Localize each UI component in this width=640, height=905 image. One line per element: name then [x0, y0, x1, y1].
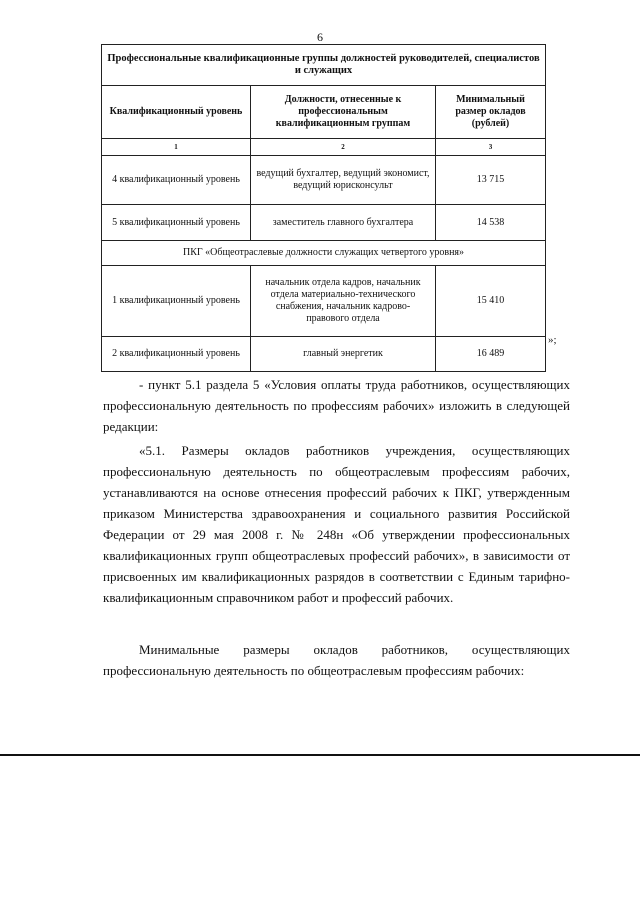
paragraph-5-1: «5.1. Размеры окладов работников учреждения, осуществляющих профессиональную деятельность по общеотраслевым профессиям рабочих, устанавливаются на основе отнесения профессий рабочих к ПКГ, утвержденным приказом Министерства здравоохранения и социального развития Российской Федерации от 29 мая 2008 г. № 248н «Об утверждении профессиональных квалификационных групп общеотраслевых профессий рабочих», в зависимости от присвоенных им квалификационных разрядов в соответствии с Единым тарифно-квалификационным справочником работ и профессий рабочих.	[103, 443, 570, 605]
paragraph-min-salaries: Минимальные размеры окладов работников, осуществляющих профессиональную деятельность по общеотраслевым профессиям рабочих:	[103, 642, 570, 678]
column-numbers-row	[102, 139, 546, 156]
header-positions: Должности, отнесенные к профессиональным квалификационным группам	[251, 86, 436, 139]
column-number: 3	[436, 139, 546, 156]
header-salary: Минимальный размер окладов (рублей)	[436, 86, 546, 139]
salary-table	[101, 44, 546, 372]
group-header: ПКГ «Общеотраслевые должности служащих четвертого уровня»	[102, 241, 546, 266]
positions-cell: начальник отдела кадров, начальник отдела материально-технического снабжения, начальник кадрово-правового отдела	[251, 266, 436, 337]
table-header-row	[102, 86, 546, 139]
page-number: 6	[317, 30, 323, 44]
positions-cell: главный энергетик	[251, 337, 436, 372]
level-cell: 1 квалификационный уровень	[102, 266, 251, 337]
positions-cell: ведущий бухгалтер, ведущий экономист, ведущий юрисконсульт	[251, 156, 436, 205]
salary-cell: 15 410	[436, 266, 546, 337]
level-cell: 5 квалификационный уровень	[102, 205, 251, 241]
table-title: Профессиональные квалификационные группы должностей руководителей, специалистов и служащих	[102, 45, 546, 86]
table-row	[102, 337, 546, 372]
positions-cell: заместитель главного бухгалтера	[251, 205, 436, 241]
paragraph-item-amendment: - пункт 5.1 раздела 5 «Условия оплаты труда работников, осуществляющих профессиональную деятельность по профессиям рабочих» изложить в следующей редакции:	[103, 377, 570, 434]
header-level: Квалификационный уровень	[102, 86, 251, 139]
salary-cell: 14 538	[436, 205, 546, 241]
table-row	[102, 266, 546, 337]
closing-quote-mark: »;	[548, 334, 557, 346]
salary-cell: 13 715	[436, 156, 546, 205]
table-row	[102, 205, 546, 241]
page-divider-line	[0, 754, 640, 756]
salary-cell: 16 489	[436, 337, 546, 372]
level-cell: 4 квалификационный уровень	[102, 156, 251, 205]
table-title-row	[102, 45, 546, 86]
column-number: 1	[102, 139, 251, 156]
column-number: 2	[251, 139, 436, 156]
group-header-row	[102, 241, 546, 266]
level-cell: 2 квалификационный уровень	[102, 337, 251, 372]
table-row	[102, 156, 546, 205]
